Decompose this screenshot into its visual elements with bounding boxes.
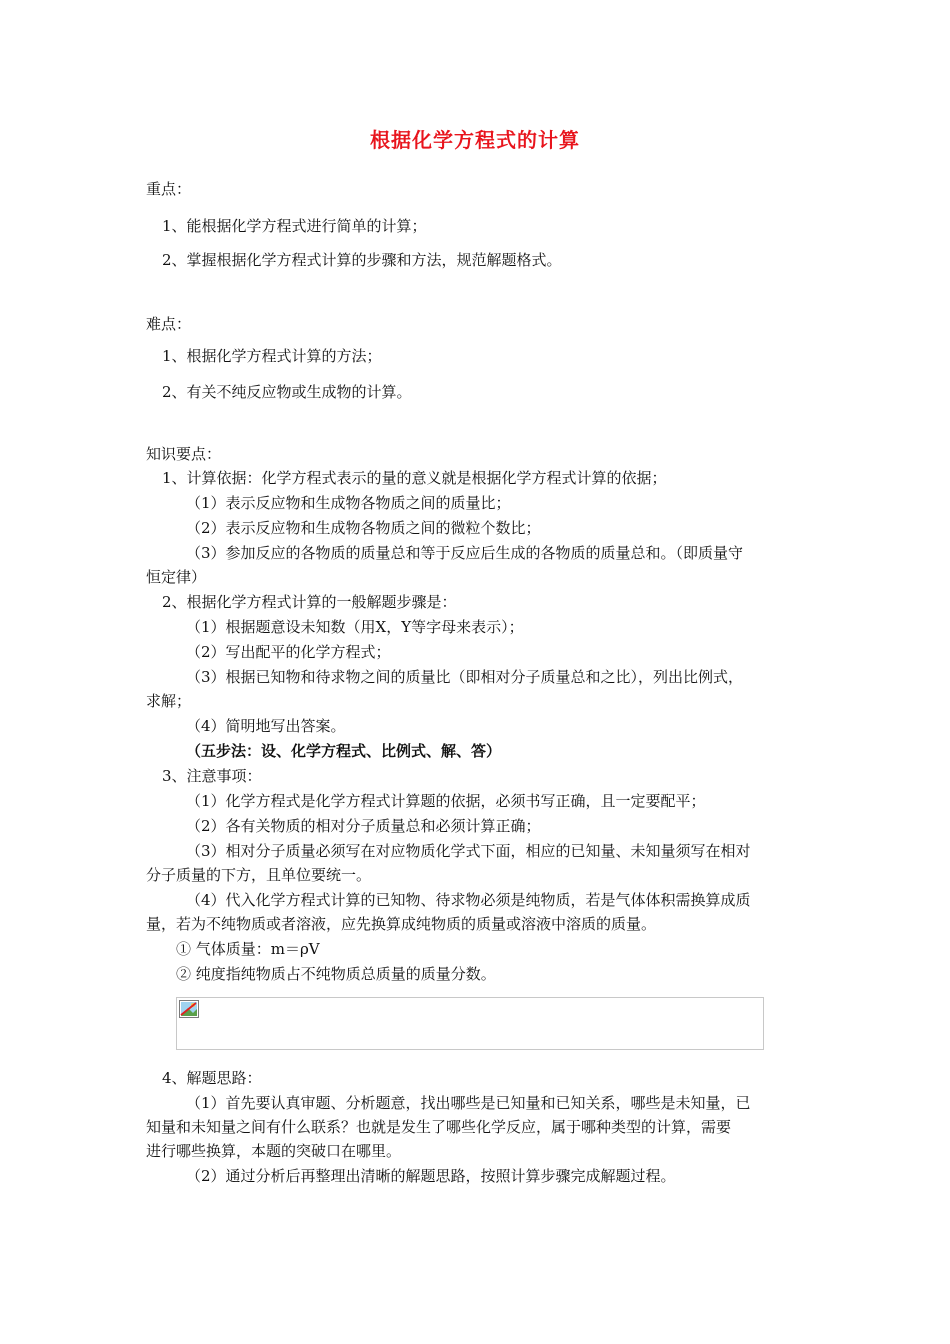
- difficulty-item: 2、有关不纯反应物或生成物的计算。: [162, 383, 412, 401]
- section-2-item: （2）写出配平的化学方程式；: [186, 643, 391, 661]
- difficulties-heading: 难点：: [146, 315, 192, 333]
- section-3-item: （1）化学方程式是化学方程式计算题的依据，必须书写正确，且一定要配平；: [186, 792, 706, 810]
- purity-definition: ② 纯度指纯物质占不纯物质总质量的质量分数。: [176, 965, 496, 983]
- section-1-item: （3）参加反应的各物质的质量总和等于反应后生成的各物质的质量总和。（即质量守: [186, 544, 744, 562]
- section-4-item: （1）首先要认真审题、分析题意，找出哪些是已知量和已知关系，哪些是未知量，已: [186, 1094, 751, 1112]
- section-2-item-continued: 求解；: [146, 692, 192, 710]
- five-step-summary: （五步法：设、化学方程式、比例式、解、答）: [186, 742, 502, 760]
- image-placeholder: [176, 997, 764, 1050]
- key-point-item: 1、能根据化学方程式进行简单的计算；: [162, 217, 427, 235]
- broken-image-icon: [179, 1000, 199, 1018]
- section-3-item: （3）相对分子质量必须写在对应物质化学式下面，相应的已知量、未知量须写在相对: [186, 842, 751, 860]
- section-1-item-continued: 恒定律）: [146, 568, 207, 586]
- section-1-title: 1、计算依据：化学方程式表示的量的意义就是根据化学方程式计算的依据；: [162, 469, 667, 487]
- section-2-item: （1）根据题意设未知数（用X，Y等字母来表示）；: [186, 618, 524, 636]
- knowledge-heading: 知识要点：: [146, 445, 222, 463]
- section-3-item: （2）各有关物质的相对分子质量总和必须计算正确；: [186, 817, 541, 835]
- section-4-item-continued: 进行哪些换算，本题的突破口在哪里。: [146, 1142, 402, 1160]
- gas-mass-formula: ① 气体质量：m＝ρV: [176, 940, 320, 958]
- section-1-item: （2）表示反应物和生成物各物质之间的微粒个数比；: [186, 519, 541, 537]
- section-4-item-continued: 知量和未知量之间有什么联系？也就是发生了哪些化学反应，属于哪种类型的计算，需要: [146, 1118, 732, 1136]
- document-title: 根据化学方程式的计算: [370, 128, 580, 152]
- section-4-item: （2）通过分析后再整理出清晰的解题思路，按照计算步骤完成解题过程。: [186, 1167, 676, 1185]
- section-2-item: （3）根据已知物和待求物之间的质量比（即相对分子质量总和之比），列出比例式，: [186, 668, 744, 686]
- section-4-title: 4、解题思路：: [162, 1069, 262, 1087]
- key-point-item: 2、掌握根据化学方程式计算的步骤和方法，规范解题格式。: [162, 251, 562, 269]
- section-3-item-continued: 量，若为不纯物质或者溶液，应先换算成纯物质的质量或溶液中溶质的质量。: [146, 915, 657, 933]
- difficulty-item: 1、根据化学方程式计算的方法；: [162, 347, 382, 365]
- key-points-heading: 重点：: [146, 180, 192, 198]
- section-2-title: 2、根据化学方程式计算的一般解题步骤是：: [162, 593, 457, 611]
- section-3-item: （4）代入化学方程式计算的已知物、待求物必须是纯物质，若是气体体积需换算成质: [186, 891, 751, 909]
- section-3-title: 3、注意事项：: [162, 767, 262, 785]
- section-3-item-continued: 分子质量的下方，且单位要统一。: [146, 866, 372, 884]
- section-1-item: （1）表示反应物和生成物各物质之间的质量比；: [186, 494, 511, 512]
- section-2-item: （4）简明地写出答案。: [186, 717, 346, 735]
